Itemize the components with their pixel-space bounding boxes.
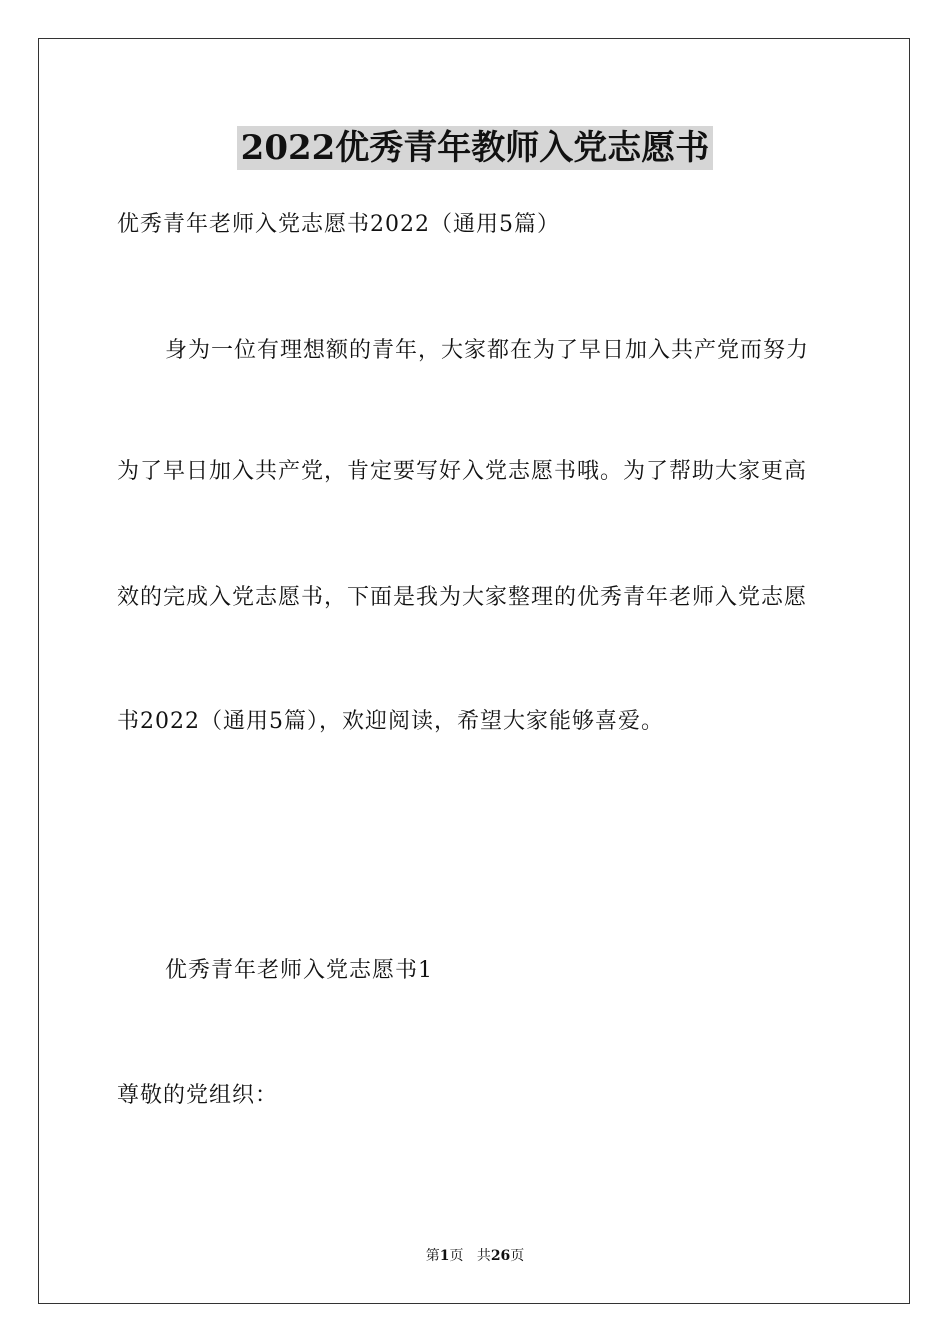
intro-line-2: 为了早日加入共产党，肯定要写好入党志愿书哦。为了帮助大家更高 <box>117 459 808 484</box>
document-title-text: 2022优秀青年教师入党志愿书 <box>237 126 714 170</box>
page-suffix: 页 <box>449 1248 464 1264</box>
page-footer <box>0 1246 950 1266</box>
document-subtitle: 优秀青年老师入党志愿书2022（通用5篇） <box>117 212 560 237</box>
total-pages: 26 <box>490 1248 511 1264</box>
document-title <box>0 123 950 173</box>
page-prefix: 第 <box>425 1248 440 1264</box>
intro-line-3: 效的完成入党志愿书，下面是我为大家整理的优秀青年老师入党志愿 <box>117 585 808 610</box>
section-heading: 优秀青年老师入党志愿书1 <box>165 958 433 983</box>
total-prefix: 共 <box>476 1248 491 1264</box>
salutation: 尊敬的党组织： <box>117 1083 279 1108</box>
page-number: 1 <box>439 1248 450 1264</box>
total-suffix: 页 <box>510 1248 525 1264</box>
intro-line-1: 身为一位有理想额的青年，大家都在为了早日加入共产党而努力 <box>165 338 810 363</box>
intro-line-4: 书2022（通用5篇），欢迎阅读，希望大家能够喜爱。 <box>117 709 664 734</box>
